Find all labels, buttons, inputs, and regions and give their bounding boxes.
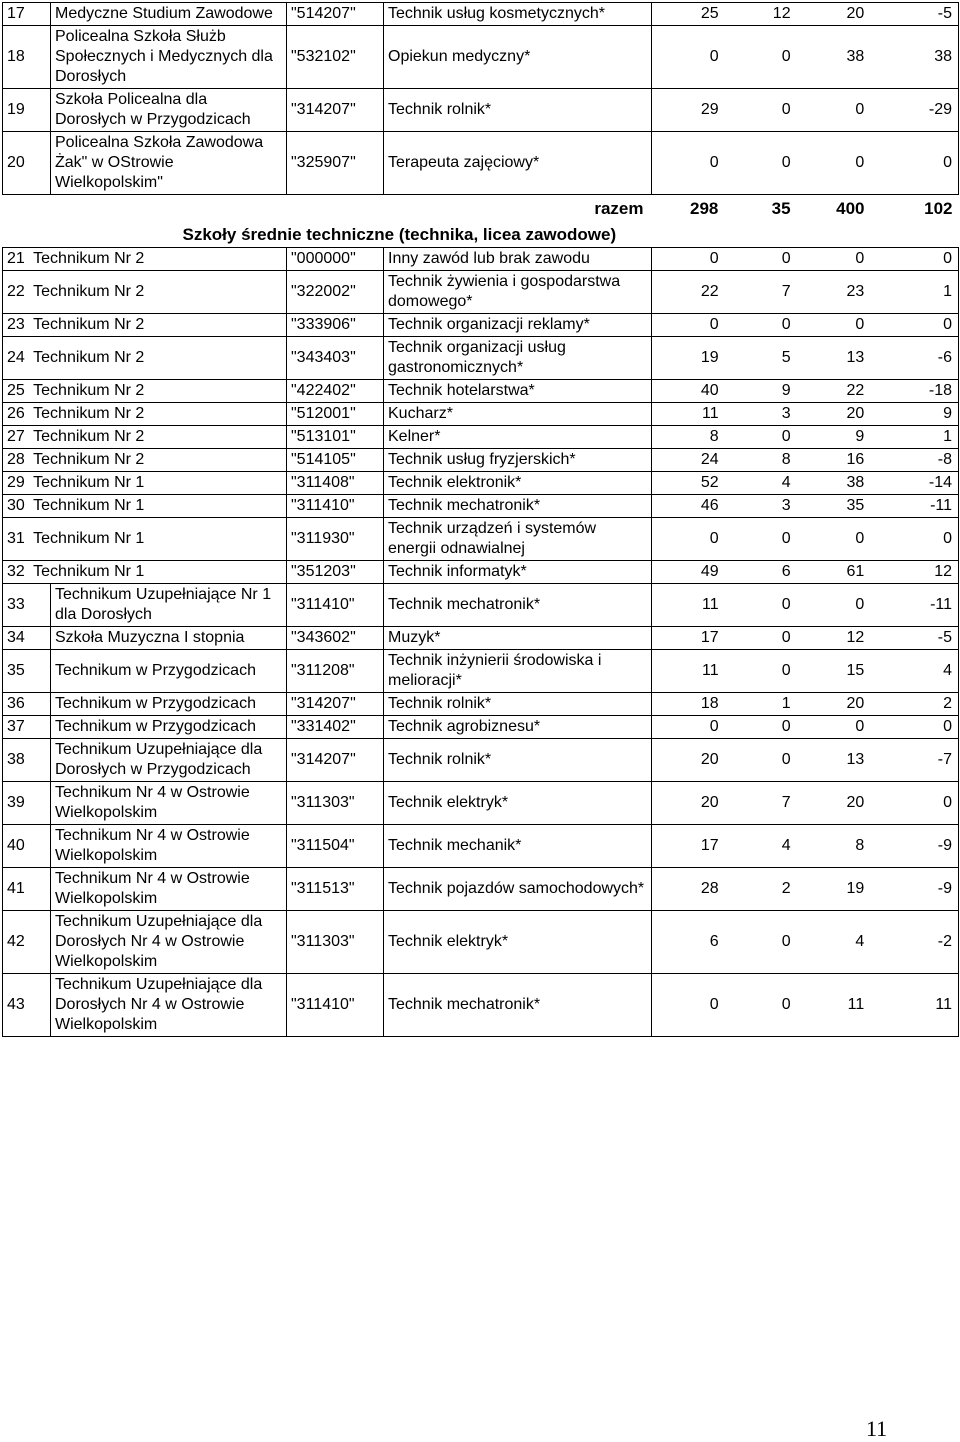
school-name: Medyczne Studium Zawodowe bbox=[51, 3, 287, 26]
value-cell: -5 bbox=[937, 629, 952, 646]
value-cell: 6 bbox=[709, 933, 719, 950]
table-row bbox=[3, 627, 959, 650]
value-cell: 0 bbox=[781, 629, 791, 646]
value-cell: 38 bbox=[934, 48, 952, 65]
profession-code: "311303" bbox=[287, 911, 384, 974]
profession-name: Technik żywienia i gospodarstwa domowego* bbox=[384, 271, 652, 314]
profession-name: Technik urządzeń i systemów energii odnawialnej bbox=[384, 518, 652, 561]
row-number: 24 bbox=[7, 349, 25, 366]
table-row bbox=[3, 426, 959, 449]
value-group bbox=[652, 249, 958, 269]
value-cell: 61 bbox=[846, 563, 865, 580]
value-cell: 20 bbox=[846, 5, 865, 22]
value-cell: 0 bbox=[943, 250, 952, 267]
table-row bbox=[3, 911, 959, 974]
value-cell: 0 bbox=[781, 250, 791, 267]
school-name: Technikum Nr 2 bbox=[33, 283, 145, 300]
razem-value: 400 bbox=[836, 199, 865, 218]
profession-name: Kelner* bbox=[384, 426, 652, 449]
value-cell: 9 bbox=[855, 428, 865, 445]
value-group bbox=[652, 995, 958, 1015]
value-cell: 7 bbox=[781, 283, 791, 300]
razem-value: 35 bbox=[771, 199, 791, 218]
value-cell: 35 bbox=[846, 497, 865, 514]
row-number: 23 bbox=[7, 316, 25, 333]
profession-name: Opiekun medyczny* bbox=[384, 26, 652, 89]
value-cell: 0 bbox=[855, 718, 865, 735]
value-cell: 9 bbox=[943, 405, 952, 422]
value-cell: 1 bbox=[943, 283, 952, 300]
profession-name: Technik mechanik* bbox=[384, 825, 652, 868]
table-row bbox=[3, 495, 959, 518]
value-cell: 0 bbox=[781, 316, 791, 333]
value-group bbox=[652, 450, 958, 470]
value-cell: 20 bbox=[700, 751, 719, 768]
value-cell: 38 bbox=[846, 474, 865, 491]
value-cell: 0 bbox=[943, 718, 952, 735]
school-name: Technikum Nr 2 bbox=[33, 382, 145, 399]
school-name: Technikum w Przygodzicach bbox=[51, 650, 287, 693]
table-row bbox=[3, 716, 959, 739]
school-name: Technikum Nr 1 bbox=[33, 474, 145, 491]
value-cell: 4 bbox=[943, 662, 952, 679]
page-number: 11 bbox=[866, 1416, 888, 1441]
profession-code: "311410" bbox=[287, 974, 384, 1037]
table-row bbox=[3, 337, 959, 380]
value-cell: 8 bbox=[781, 451, 791, 468]
value-cell: 11 bbox=[702, 662, 719, 679]
school-name: Technikum Uzupełniające dla Dorosłych Nr 4 w Ostrowie Wielkopolskim bbox=[51, 974, 287, 1037]
row-number: 26 bbox=[7, 405, 25, 422]
profession-name: Technik organizacji usług gastronomicznych* bbox=[384, 337, 652, 380]
profession-name: Technik mechatronik* bbox=[384, 495, 652, 518]
profession-code: "422402" bbox=[287, 380, 384, 403]
table-row bbox=[3, 89, 959, 132]
table-row bbox=[3, 403, 959, 426]
school-name: Szkoła Policealna dla Dorosłych w Przygodzicach bbox=[51, 89, 287, 132]
row-number: 37 bbox=[3, 716, 51, 739]
table-row bbox=[3, 561, 959, 584]
value-cell: 12 bbox=[772, 5, 791, 22]
table-row bbox=[3, 974, 959, 1037]
value-cell: 28 bbox=[700, 880, 719, 897]
value-cell: 1 bbox=[781, 695, 791, 712]
profession-name: Technik elektryk* bbox=[384, 911, 652, 974]
profession-name: Muzyk* bbox=[384, 627, 652, 650]
value-cell: 11 bbox=[935, 996, 952, 1013]
profession-code: "343602" bbox=[287, 627, 384, 650]
value-cell: 20 bbox=[700, 794, 719, 811]
value-group bbox=[652, 793, 958, 813]
row-number: 34 bbox=[3, 627, 51, 650]
value-cell: 0 bbox=[943, 530, 952, 547]
row-number: 25 bbox=[7, 382, 25, 399]
value-cell: 0 bbox=[781, 101, 791, 118]
value-cell: 0 bbox=[781, 718, 791, 735]
profession-code: "325907" bbox=[287, 132, 384, 195]
row-number: 17 bbox=[3, 3, 51, 26]
value-cell: -6 bbox=[937, 349, 952, 366]
profession-code: "322002" bbox=[287, 271, 384, 314]
table-row bbox=[3, 26, 959, 89]
value-cell: 0 bbox=[781, 662, 791, 679]
value-cell: 3 bbox=[781, 405, 791, 422]
value-cell: 4 bbox=[855, 933, 865, 950]
value-cell: 0 bbox=[855, 250, 865, 267]
profession-name: Technik agrobiznesu* bbox=[384, 716, 652, 739]
profession-code: "000000" bbox=[287, 248, 384, 271]
school-name: Technikum Nr 2 bbox=[33, 316, 145, 333]
school-name: Technikum Nr 1 bbox=[33, 563, 145, 580]
row-number: 39 bbox=[3, 782, 51, 825]
value-cell: 16 bbox=[846, 451, 865, 468]
profession-name: Technik elektryk* bbox=[384, 782, 652, 825]
value-group bbox=[652, 47, 958, 67]
value-cell: 4 bbox=[781, 474, 791, 491]
value-cell: 11 bbox=[847, 996, 865, 1013]
value-group bbox=[652, 750, 958, 770]
row-number: 30 bbox=[7, 497, 25, 514]
value-group bbox=[652, 427, 958, 447]
value-group bbox=[652, 595, 958, 615]
value-cell: 19 bbox=[700, 349, 719, 366]
profession-code: "513101" bbox=[287, 426, 384, 449]
school-name: Technikum Nr 2 bbox=[33, 250, 145, 267]
table-row bbox=[3, 380, 959, 403]
profession-code: "311410" bbox=[287, 495, 384, 518]
value-group bbox=[652, 628, 958, 648]
value-cell: 24 bbox=[700, 451, 719, 468]
value-cell: 0 bbox=[709, 996, 719, 1013]
value-cell: 19 bbox=[846, 880, 865, 897]
value-cell: 8 bbox=[855, 837, 865, 854]
profession-name: Technik hotelarstwa* bbox=[384, 380, 652, 403]
value-group bbox=[652, 496, 958, 516]
value-group bbox=[652, 282, 958, 302]
value-cell: 13 bbox=[846, 751, 865, 768]
section-header-row bbox=[3, 223, 959, 248]
value-cell: 0 bbox=[781, 428, 791, 445]
profession-name: Technik informatyk* bbox=[384, 561, 652, 584]
row-number: 29 bbox=[7, 474, 25, 491]
profession-code: "311513" bbox=[287, 868, 384, 911]
razem-value: 298 bbox=[690, 199, 719, 218]
profession-code: "314207" bbox=[287, 693, 384, 716]
value-cell: -9 bbox=[937, 880, 952, 897]
school-name: Szkoła Muzyczna I stopnia bbox=[51, 627, 287, 650]
value-cell: 11 bbox=[702, 405, 719, 422]
value-cell: 15 bbox=[846, 662, 865, 679]
value-cell: 0 bbox=[709, 530, 719, 547]
value-cell: -11 bbox=[930, 596, 952, 613]
profession-name: Technik rolnik* bbox=[384, 739, 652, 782]
value-cell: 20 bbox=[846, 405, 865, 422]
row-number: 33 bbox=[3, 584, 51, 627]
value-cell: 3 bbox=[781, 497, 791, 514]
table-row bbox=[3, 248, 959, 271]
profession-name: Technik mechatronik* bbox=[384, 974, 652, 1037]
profession-name: Technik rolnik* bbox=[384, 693, 652, 716]
value-cell: -2 bbox=[937, 933, 952, 950]
school-name: Technikum Nr 4 w Ostrowie Wielkopolskim bbox=[51, 782, 287, 825]
table-row bbox=[3, 3, 959, 26]
profession-code: "331402" bbox=[287, 716, 384, 739]
value-cell: -9 bbox=[937, 837, 952, 854]
value-group bbox=[652, 932, 958, 952]
profession-code: "532102" bbox=[287, 26, 384, 89]
enrollment-table bbox=[2, 2, 959, 1037]
profession-code: "311408" bbox=[287, 472, 384, 495]
table-row bbox=[3, 518, 959, 561]
value-group bbox=[652, 836, 958, 856]
value-cell: 0 bbox=[943, 316, 952, 333]
value-cell: 6 bbox=[781, 563, 791, 580]
profession-code: "351203" bbox=[287, 561, 384, 584]
table-row bbox=[3, 868, 959, 911]
table-row bbox=[3, 782, 959, 825]
table-row bbox=[3, 584, 959, 627]
value-cell: 29 bbox=[700, 101, 719, 118]
row-number: 35 bbox=[3, 650, 51, 693]
value-group bbox=[652, 529, 958, 549]
value-cell: 0 bbox=[781, 933, 791, 950]
school-name: Technikum Uzupełniające dla Dorosłych Nr 4 w Ostrowie Wielkopolskim bbox=[51, 911, 287, 974]
razem-row bbox=[3, 195, 959, 224]
school-name: Policealna Szkoła Służb Społecznych i Medycznych dla Dorosłych bbox=[51, 26, 287, 89]
value-group bbox=[652, 717, 958, 737]
value-cell: 46 bbox=[700, 497, 719, 514]
value-cell: 7 bbox=[781, 794, 791, 811]
table-row bbox=[3, 693, 959, 716]
school-name: Technikum Nr 1 bbox=[33, 497, 145, 514]
value-cell: 12 bbox=[934, 563, 952, 580]
school-name: Technikum w Przygodzicach bbox=[51, 693, 287, 716]
profession-name: Technik elektronik* bbox=[384, 472, 652, 495]
razem-label: razem bbox=[594, 198, 644, 218]
value-cell: 49 bbox=[700, 563, 719, 580]
value-cell: 40 bbox=[700, 382, 719, 399]
value-cell: 22 bbox=[846, 382, 865, 399]
value-cell: 1 bbox=[943, 428, 952, 445]
value-cell: 0 bbox=[855, 154, 865, 171]
row-number: 38 bbox=[3, 739, 51, 782]
profession-code: "311303" bbox=[287, 782, 384, 825]
value-cell: 22 bbox=[700, 283, 719, 300]
value-cell: 0 bbox=[855, 596, 865, 613]
value-cell: 0 bbox=[709, 316, 719, 333]
value-cell: 0 bbox=[855, 530, 865, 547]
row-number: 18 bbox=[3, 26, 51, 89]
row-number: 32 bbox=[7, 563, 25, 580]
school-name: Technikum Nr 4 w Ostrowie Wielkopolskim bbox=[51, 825, 287, 868]
row-number: 21 bbox=[7, 250, 25, 267]
profession-code: "311208" bbox=[287, 650, 384, 693]
value-cell: 25 bbox=[700, 5, 719, 22]
value-cell: 13 bbox=[846, 349, 865, 366]
value-cell: 0 bbox=[855, 101, 865, 118]
razem-value: 102 bbox=[924, 199, 953, 218]
value-cell: -11 bbox=[930, 497, 952, 514]
value-group bbox=[652, 4, 958, 24]
value-cell: 20 bbox=[846, 695, 865, 712]
value-cell: 17 bbox=[700, 837, 719, 854]
value-cell: -14 bbox=[928, 474, 952, 491]
value-cell: 0 bbox=[781, 996, 791, 1013]
value-group bbox=[652, 315, 958, 335]
value-cell: 4 bbox=[781, 837, 791, 854]
profession-name: Technik inżynierii środowiska i melioracji* bbox=[384, 650, 652, 693]
value-group bbox=[652, 694, 958, 714]
value-group bbox=[652, 562, 958, 582]
row-number: 19 bbox=[3, 89, 51, 132]
value-cell: 0 bbox=[781, 596, 791, 613]
value-cell: 38 bbox=[846, 48, 865, 65]
value-cell: 0 bbox=[781, 751, 791, 768]
value-cell: 9 bbox=[781, 382, 791, 399]
value-group bbox=[652, 879, 958, 899]
row-number: 31 bbox=[7, 530, 25, 547]
value-cell: -7 bbox=[937, 751, 952, 768]
value-group bbox=[652, 100, 958, 120]
profession-name: Terapeuta zajęciowy* bbox=[384, 132, 652, 195]
profession-name: Technik rolnik* bbox=[384, 89, 652, 132]
value-cell: 0 bbox=[709, 718, 719, 735]
profession-code: "314207" bbox=[287, 89, 384, 132]
value-group bbox=[652, 661, 958, 681]
profession-name: Technik usług kosmetycznych* bbox=[384, 3, 652, 26]
value-cell: 5 bbox=[781, 349, 791, 366]
table-row bbox=[3, 825, 959, 868]
profession-name: Technik organizacji reklamy* bbox=[384, 314, 652, 337]
school-name: Technikum Uzupełniające dla Dorosłych w Przygodzicach bbox=[51, 739, 287, 782]
row-number: 40 bbox=[3, 825, 51, 868]
value-cell: 0 bbox=[709, 48, 719, 65]
school-name: Technikum Nr 2 bbox=[33, 405, 145, 422]
row-number: 27 bbox=[7, 428, 25, 445]
value-cell: 20 bbox=[846, 794, 865, 811]
value-cell: 23 bbox=[846, 283, 865, 300]
row-number: 41 bbox=[3, 868, 51, 911]
value-cell: 0 bbox=[781, 154, 791, 171]
value-cell: 12 bbox=[846, 629, 865, 646]
profession-code: "514105" bbox=[287, 449, 384, 472]
school-name: Technikum Nr 1 bbox=[33, 530, 145, 547]
profession-code: "343403" bbox=[287, 337, 384, 380]
school-name: Policealna Szkoła Zawodowa Żak" w OStrowie Wielkopolskim" bbox=[51, 132, 287, 195]
profession-name: Kucharz* bbox=[384, 403, 652, 426]
value-cell: -5 bbox=[937, 5, 952, 22]
row-number: 22 bbox=[7, 283, 25, 300]
profession-code: "333906" bbox=[287, 314, 384, 337]
profession-name: Technik pojazdów samochodowych* bbox=[384, 868, 652, 911]
profession-name: Technik mechatronik* bbox=[384, 584, 652, 627]
value-group bbox=[652, 348, 958, 368]
value-cell: 0 bbox=[855, 316, 865, 333]
table-row bbox=[3, 650, 959, 693]
row-number: 28 bbox=[7, 451, 25, 468]
value-group bbox=[652, 404, 958, 424]
value-group bbox=[652, 473, 958, 493]
section-title: Szkoły średnie techniczne (technika, licea zawodowe) bbox=[3, 223, 959, 248]
value-cell: 2 bbox=[943, 695, 952, 712]
school-name: Technikum w Przygodzicach bbox=[51, 716, 287, 739]
table-row bbox=[3, 314, 959, 337]
row-number: 43 bbox=[3, 974, 51, 1037]
profession-name: Technik usług fryzjerskich* bbox=[384, 449, 652, 472]
profession-code: "311410" bbox=[287, 584, 384, 627]
value-cell: 17 bbox=[700, 629, 719, 646]
value-cell: 0 bbox=[781, 48, 791, 65]
value-cell: 11 bbox=[702, 596, 719, 613]
value-cell: 0 bbox=[709, 154, 719, 171]
value-cell: -8 bbox=[937, 451, 952, 468]
profession-code: "314207" bbox=[287, 739, 384, 782]
school-name: Technikum Nr 4 w Ostrowie Wielkopolskim bbox=[51, 868, 287, 911]
value-cell: -18 bbox=[928, 382, 952, 399]
table-row bbox=[3, 472, 959, 495]
profession-name: Inny zawód lub brak zawodu bbox=[384, 248, 652, 271]
value-cell: 0 bbox=[781, 530, 791, 547]
profession-code: "311504" bbox=[287, 825, 384, 868]
value-cell: 2 bbox=[781, 880, 791, 897]
razem-values bbox=[652, 199, 959, 219]
school-name: Technikum Uzupełniające Nr 1 dla Dorosłych bbox=[51, 584, 287, 627]
school-name: Technikum Nr 2 bbox=[33, 428, 145, 445]
value-group bbox=[652, 381, 958, 401]
row-number: 36 bbox=[3, 693, 51, 716]
school-name: Technikum Nr 2 bbox=[33, 451, 145, 468]
value-cell: 52 bbox=[700, 474, 719, 491]
table-row bbox=[3, 449, 959, 472]
table-row bbox=[3, 271, 959, 314]
value-cell: 8 bbox=[709, 428, 719, 445]
row-number: 42 bbox=[3, 911, 51, 974]
table-row bbox=[3, 739, 959, 782]
profession-code: "311930" bbox=[287, 518, 384, 561]
value-cell: 0 bbox=[943, 154, 952, 171]
value-cell: 0 bbox=[709, 250, 719, 267]
value-cell: 18 bbox=[700, 695, 719, 712]
profession-code: "512001" bbox=[287, 403, 384, 426]
profession-code: "514207" bbox=[287, 3, 384, 26]
value-group bbox=[652, 153, 958, 173]
value-cell: 0 bbox=[943, 794, 952, 811]
school-name: Technikum Nr 2 bbox=[33, 349, 145, 366]
row-number: 20 bbox=[3, 132, 51, 195]
value-cell: -29 bbox=[928, 101, 952, 118]
table-row bbox=[3, 132, 959, 195]
